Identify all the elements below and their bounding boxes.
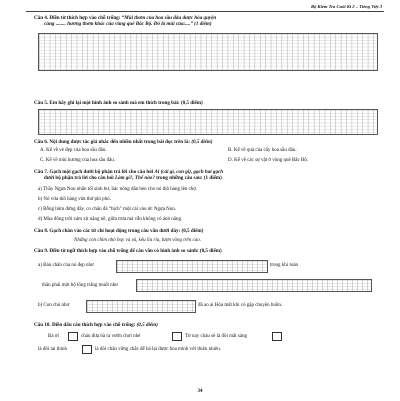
q9-a-grid-2[interactable] bbox=[136, 279, 372, 292]
q10-line1-b: cháu đưa bà ra vườn chơi nhé bbox=[81, 334, 141, 339]
q6-title: Câu 6. Nội dung được tác giả nhắc đến nhiều nhất trong bài đọc trên là: bbox=[34, 139, 191, 145]
q9-b-start: b) Con chó như bbox=[38, 303, 70, 308]
q4-quote-line2: cùng ........ hương thơm khác của vùng quê Bắc Bộ. Đó là mùi của:....” (1 điểm) bbox=[44, 21, 212, 28]
q6-option-d[interactable]: D. Kể về các sự vật ở vùng quê Bắc Bộ. bbox=[228, 158, 309, 163]
question-5 bbox=[34, 100, 380, 106]
header-rule bbox=[26, 11, 384, 12]
q10-points: (0,5 điểm) bbox=[136, 322, 158, 328]
question-8 bbox=[34, 228, 380, 234]
q9-a-grid-1[interactable] bbox=[116, 260, 268, 273]
q9-b-grid[interactable] bbox=[86, 300, 196, 313]
question-10 bbox=[34, 322, 380, 328]
q9-b-end: đã ao ai Hóa mất khi có gặp chuyện buồn. bbox=[198, 303, 283, 308]
q9-a-line2-start: thân phải một bộ lông trắng muốt như bbox=[42, 283, 118, 288]
q7-item-b[interactable]: b) Nó vừa thồ hàng vừa thở phì phò. bbox=[38, 197, 111, 202]
q5-writing-grid[interactable] bbox=[38, 109, 378, 135]
q7-title-a: Câu 7. Gạch một gạch dưới bộ phận trả lời cho câu hỏi bbox=[34, 169, 154, 175]
question-4 bbox=[34, 15, 380, 27]
worksheet-page bbox=[8, 1, 392, 399]
q4-writing-grid[interactable] bbox=[38, 33, 378, 71]
q7-title-b: Ai (cái gì, con gì), gạch hai gạch bbox=[154, 169, 224, 175]
q6-option-c[interactable]: C. Kể về mùi hương của hoa sầu đâu. bbox=[40, 158, 116, 163]
q7-title-c: dưới bộ phận trả lời cho câu hỏi bbox=[44, 175, 114, 182]
q10-line2-b: là đôi chân vững chắc để bà lại được hòa mình với thiên nhiên. bbox=[95, 347, 221, 352]
q10-line2-a: là đôi tai thính bbox=[38, 347, 68, 352]
question-6 bbox=[34, 139, 380, 145]
q6-option-a[interactable]: A. Kể về vẻ đẹp của hoa sầu đâu. bbox=[40, 148, 107, 153]
q10-blank-4[interactable] bbox=[82, 345, 92, 354]
question-9 bbox=[34, 248, 380, 254]
q10-blank-1[interactable] bbox=[68, 332, 78, 341]
q9-title: Câu 9. Điền từ ngữ thích hợp vào chỗ trống để câu văn có hình ảnh so sánh: (0,5 điểm) bbox=[34, 248, 222, 254]
q10-blank-3[interactable] bbox=[272, 332, 282, 341]
page-header: Bộ Kiểm Tra Cuối Kì 2 – Tiếng Việt 3 bbox=[311, 4, 382, 9]
q6-option-b[interactable]: B. Kể về quả của cây hoa sầu đâu. bbox=[228, 148, 297, 153]
q7-title-e: trong những câu sau: (1 điểm) bbox=[156, 175, 222, 182]
q10-line1-a: Bà ơi bbox=[48, 334, 59, 339]
q9-a-end: trong khi toàn bbox=[270, 263, 299, 268]
q9-a-start: a) Bàn chân của nó đẹp như bbox=[38, 263, 94, 268]
q8-sentence[interactable]: Những con chim nhỏ bay và và, kêu líu ríu, lượn vòng trên cao. bbox=[74, 238, 201, 243]
q10-title: Câu 10. Điền dấu câu thích hợp vào chỗ trống: bbox=[34, 322, 136, 328]
q10-blank-2[interactable] bbox=[172, 332, 182, 341]
q5-title: Câu 5. Em hãy ghi lại một hình ảnh so sánh mà em thích trong bài: (0,5 điểm) bbox=[34, 100, 203, 106]
q7-item-d[interactable]: d) Mùa đông trời xám xịt nặng nề, giữa trưa mà vẫn không có ánh nắng. bbox=[38, 217, 183, 222]
q8-title: Câu 8. Gạch chân vào các từ chỉ hoạt động trong câu văn dưới đây: (0,5 điểm) bbox=[34, 228, 204, 234]
q7-item-a[interactable]: a) Thầy Ngựa Non nhấn tối sinh hư, bác nông dân bèn cho nó thồ hàng lên chợ. bbox=[38, 187, 198, 192]
q7-title-d: Làm gì?, Thế nào? bbox=[114, 175, 155, 182]
page-number: 34 bbox=[197, 389, 203, 394]
q10-line1-c: Từ nay cháu sẽ là đôi mắt sáng bbox=[185, 334, 247, 339]
q7-item-c[interactable]: c) Bỗng hôm đứng đây, co chân đá “bịch” một cái vào ức Ngựa Non. bbox=[38, 207, 177, 212]
question-7 bbox=[34, 169, 380, 181]
q4-title: Câu 4. Điền từ thích hợp vào chỗ trống: bbox=[34, 15, 121, 21]
q4-quote-line1: “Mùi thơm của hoa sầu đâu được hòa quyện bbox=[121, 15, 217, 21]
q6-points: (0,5 điểm) bbox=[191, 139, 213, 145]
